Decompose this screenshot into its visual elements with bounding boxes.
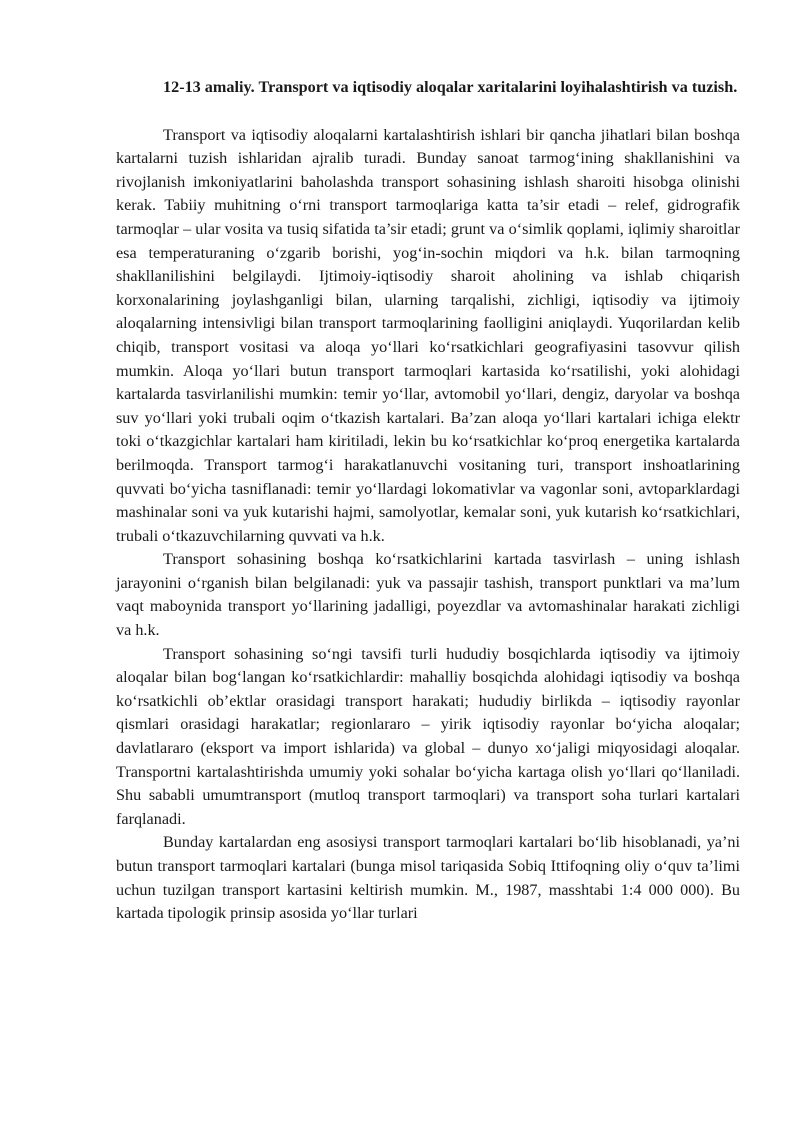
paragraph-3: Transport sohasining so‘ngi tavsifi turli hududiy bosqichlarda iqtisodiy va ijtimoiy aloqalar bilan bog‘langan ko‘rsatkichlardir: mahalliy bosqichda alohidagi iqtisodiy va boshqa ko‘rsatkichli ob’ektlar orasidagi transport harakati; hududiy birlikda – iqtisodiy rayonlar qismlari orasidagi harakatlar; regionlararo – yirik iqtisodiy rayonlar bo‘yicha aloqalar; davlatlararo (eksport va import ishlarida) va global – dunyo xo‘jaligi miqyosidagi aloqalar. Transportni kartalashtirishda umumiy yoki sohalar bo‘yicha kartaga olish yo‘llari qo‘llaniladi. Shu sababli umumtransport (mutloq transport tarmoqlari) va transport soha turlari kartalari farqlanadi. <box>116 644 740 828</box>
paragraph-2: Transport sohasining boshqa ko‘rsatkichlarini kartada tasvirlash – uning ishlash jarayonini o‘rganish bilan belgilanadi: yuk va passajir tashish, transport punktlari va ma’lum vaqt maboynida transport yo‘llarining jadalligi, poyezdlar va avtomashinalar harakati zichligi va h.k. <box>116 550 740 640</box>
paragraph-1: Transport va iqtisodiy aloqalarni kartalashtirish ishlari bir qancha jihatlari bilan boshqa kartalarni tuzish ishlaridan ajralib turadi. Bunday sanoat tarmog‘ining shakllanishini va rivojlanish imkoniyatlarini baholashda transport sohasining ishlash sharoiti hisobga olinishi kerak. Tabiiy muhitning o‘rni transport tarmoqlariga katta ta’sir etadi – relef, gidrografik tarmoqlar – ular vosita va tusiq sifatida ta’sir etadi; grunt va o‘simlik qoplami, iqlimiy sharoitlar esa temperaturaning o‘zgarib borishi, yog‘in-sochin miqdori va h.k. bilan tarmoqning shakllanilishini belgilaydi. Ijtimoiy-iqtisodiy sharoit aholining va ishlab chiqarish korxonalarining joylashganligi bilan, ularning tarqalishi, zichligi, iqtisodiy va ijtimoiy aloqalarning intensivligi bilan transport tarmoqlarining faolligini aniqlaydi. Yuqorilardan kelib chiqib, transport vositasi va aloqa yo‘llari ko‘rsatkichlari geografiyasini tasovvur qilish mumkin. Aloqa yo‘llari butun transport tarmoqlari kartasida ko‘rsatilishi, yoki alohidagi kartalarda tasvirlanilishi mumkin: temir yo‘llar, avtomobil yo‘llari, dengiz, daryolar va boshqa suv yo‘llari yoki trubali oqim o‘tkazish kartalari. Ba’zan aloqa yo‘llari kartalari ichiga elektr toki o‘tkazgichlar kartalari ham kiritiladi, lekin bu ko‘rsatkichlar ko‘proq energetika kartalarda berilmoqda. Transport tarmog‘i harakatlanuvchi vositaning turi, transport inshoatlarining quvvati bo‘yicha tasniflanadi: temir yo‘llardagi lokomativlar va vagonlar soni, avtoparklardagi mashinalar soni va yuk kutarishi hajmi, samolyotlar, kemalar soni, yuk kutarish ko‘rsatkichlari, trubali o‘tkazuvchilarning quvvati va h.k. <box>116 125 740 545</box>
document-title: 12-13 amaliy. Transport va iqtisodiy aloqalar xaritalarini loyihalashtirish va tuzish. <box>163 78 738 96</box>
document-page <box>116 76 740 926</box>
paragraph-4: Bunday kartalardan eng asosiysi transport tarmoqlari kartalari bo‘lib hisoblanadi, ya’ni butun transport tarmoqlari kartalari (bunga misol tariqasida Sobiq Ittifoqning oliy o‘quv ta’limi uchun tuzilgan transport kartasini keltirish mumkin. M., 1987, masshtabi 1:4 000 000). Bu kartada tipologik prinsip asosida yo‘llar turlari <box>116 833 740 923</box>
